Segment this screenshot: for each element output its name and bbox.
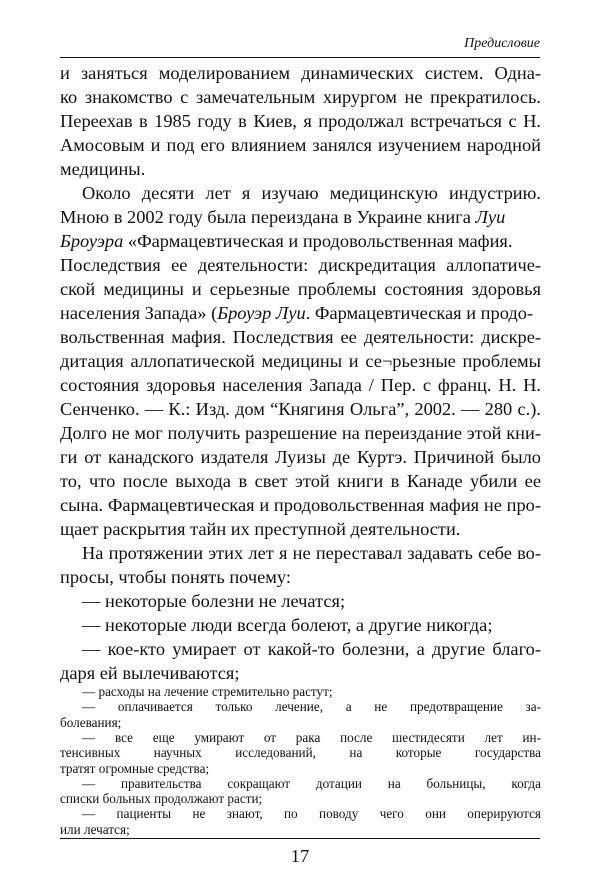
text-line: Мною в 2002 году была переиздана в Украине книга Луи — [60, 207, 506, 227]
list-item: — все еще умирают от рака после шестидесяти лет ин- — [82, 729, 541, 745]
text-line: и заняться моделированием динамических систем. Одна- — [60, 63, 541, 83]
text-line: Долго не мог получить разрешение на переиздание этой кни- — [60, 423, 541, 443]
text-line: ской медицины и серьезные проблемы состояния здоровья — [60, 279, 541, 299]
text-line: щает раскрытия тайн их преступной деятельности. — [60, 519, 461, 539]
text-line: списки больных продолжают расти; — [60, 791, 263, 807]
page-number: 17 — [290, 846, 310, 866]
paragraph-start: Около десяти лет я изучаю медицинскую индустрию. — [82, 183, 541, 203]
text-line: тратят огромные средства; — [60, 760, 210, 776]
text-line: ги от канадского издателя Луизы де Куртэ. Причиной было — [60, 447, 541, 467]
text-line: просы, чтобы понять почему: — [60, 567, 291, 587]
list-item: — правительства сокращают дотации на больницы, когда — [82, 775, 541, 791]
text-line: Переехав в 1985 году в Киев, я продолжал встречаться с Н. — [60, 111, 541, 131]
list-item: — некоторые люди всегда болеют, а другие никогда; — [82, 615, 493, 635]
text-line: даря ей вылечиваются; — [60, 663, 240, 683]
text-line: дитация аллопатической медицины и се¬рьезные проблемы — [60, 351, 541, 371]
text-line: Сенченко. — К.: Изд. дом “Княгиня Ольга”, 2002. — 280 с.). — [60, 399, 541, 419]
footer-rule — [60, 838, 540, 839]
author-surname-italic: Броуэра — [60, 231, 124, 251]
text-line: вольственная мафия. Последствия ее деятельности: дискре- — [60, 327, 541, 347]
list-item: — некоторые болезни не лечатся; — [82, 591, 346, 611]
text-line: сына. Фармацевтическая и продовольственная мафия не про- — [60, 495, 541, 515]
text-line: медицины. — [60, 159, 146, 179]
text-line: населения Запада» (Броуэр Луи. Фармацевтическая и продо- — [60, 303, 534, 323]
section-title: Предисловие — [464, 36, 540, 51]
list-item: — кое-кто умирает от какой-то болезни, а другие благо- — [82, 639, 541, 659]
list-item: — расходы на лечение стремительно растут; — [82, 684, 333, 699]
text-line: то, что после выхода в свет этой книги в Канаде убили ее — [60, 471, 541, 491]
text-line: Броуэра «Фармацевтическая и продовольственная мафия. — [60, 231, 513, 251]
author-name-italic: Луи — [475, 207, 506, 227]
paragraph-start: На протяжении этих лет я не переставал задавать себе во- — [82, 543, 541, 563]
running-header — [60, 34, 540, 58]
text-line: состояния здоровья населения Запада / Пер. с франц. Н. Н. — [60, 375, 541, 395]
text-line: ко знакомство с замечательным хирургом не прекратилось. — [60, 87, 541, 107]
text-line: Последствия ее деятельности: дискредитация аллопатиче- — [60, 255, 541, 275]
text-line: тенсивных научных исследований, на которые государства — [60, 745, 541, 761]
list-item: — оплачивается только лечение, а не предотвращение за- — [82, 699, 541, 715]
header-rule — [60, 57, 540, 58]
text-line: болевания; — [60, 714, 122, 730]
list-item: — пациенты не знают, по поводу чего они оперируются — [82, 806, 541, 822]
text-line: или лечатся; — [60, 821, 130, 837]
citation-author-italic: Броуэр Луи — [217, 303, 306, 323]
text-line: Амосовым и под его влиянием занялся изучением народной — [60, 135, 541, 155]
